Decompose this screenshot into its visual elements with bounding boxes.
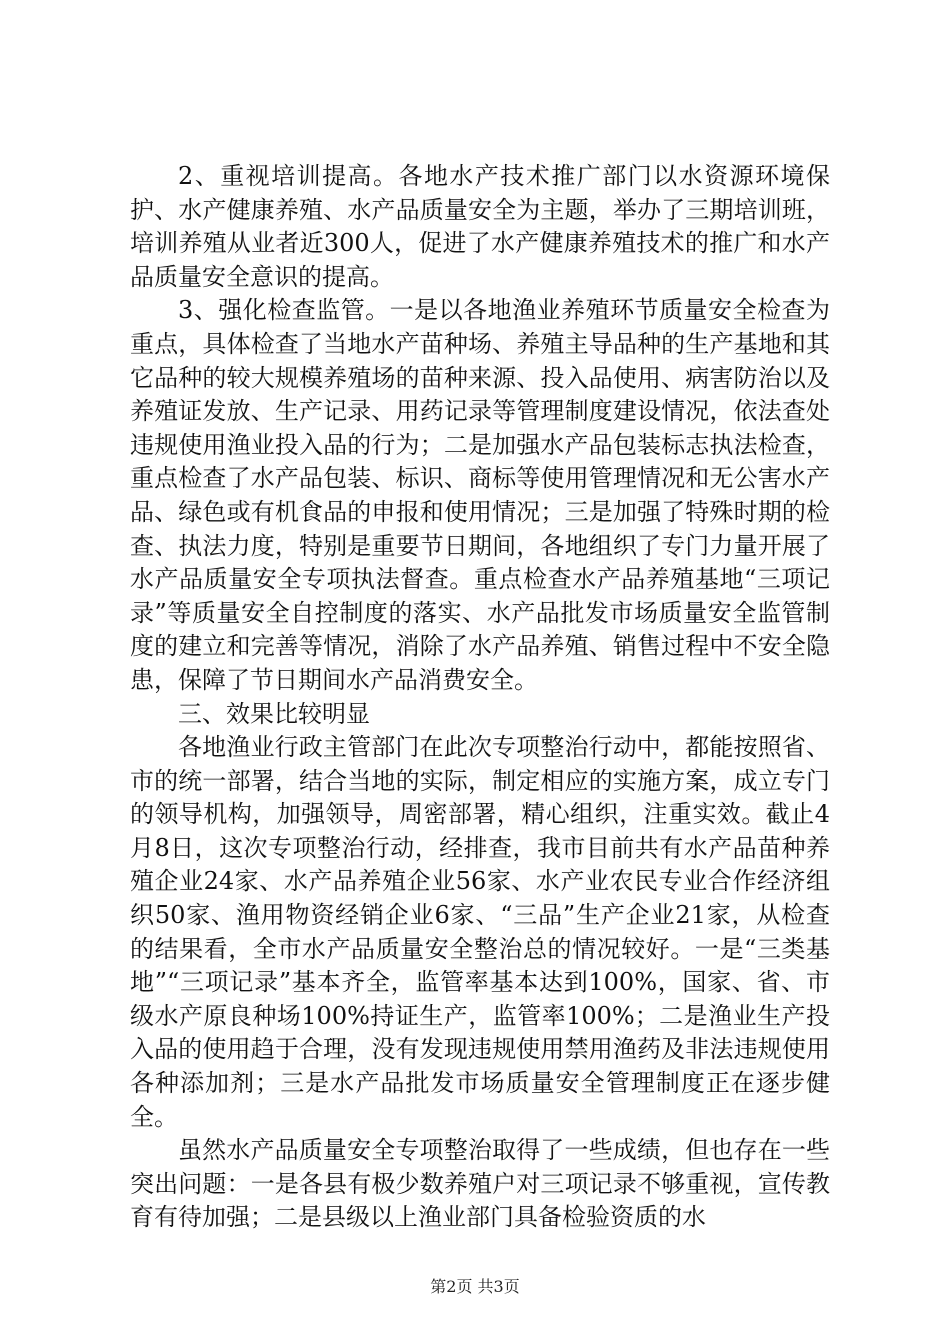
page-footer: 第2页 共3页 — [430, 1277, 520, 1296]
paragraph-problems: 虽然水产品质量安全专项整治取得了一些成绩，但也存在一些突出问题：一是各县有极少数养殖户对三项记录不够重视，宣传教育有待加强；二是县级以上渔业部门具备检验资质的水 — [130, 1136, 830, 1232]
paragraph-training: 2、重视培训提高。各地水产技术推广部门以水资源环境保护、水产健康养殖、水产品质量安全为主题，举办了三期培训班，培训养殖从业者近300人，促进了水产健康养殖技术的推广和水产品质量安全意识的提高。 — [130, 162, 830, 291]
paragraph-results: 各地渔业行政主管部门在此次专项整治行动中，都能按照省、市的统一部署，结合当地的实际，制定相应的实施方案，成立专门的领导机构，加强领导，周密部署，精心组织，注重实效。截止4月8日，这次专项整治行动，经排查，我市目前共有水产品苗种养殖企业24家、水产品养殖企业56家、水产业农民专业合作经济组织50家、渔用物资经销企业6家、“三品”生产企业21家，从检查的结果看，全市水产品质量安全整治总的情况较好。一是“三类基地”“三项记录”基本齐全，监管率基本达到100%，国家、省、市级水产原良种场100%持证生产，监管率100%；二是渔业生产投入品的使用趋于合理，没有发现违规使用禁用渔药及非法违规使用各种添加剂；三是水产品批发市场质量安全管理制度正在逐步健全。 — [130, 733, 830, 1131]
document-body — [130, 160, 830, 1235]
section-heading-results: 三、效果比较明显 — [178, 699, 370, 728]
paragraph-inspection: 3、强化检查监管。一是以各地渔业养殖环节质量安全检查为重点，具体检查了当地水产苗种场、养殖主导品种的生产基地和其它品种的较大规模养殖场的苗种来源、投入品使用、病害防治以及养殖证发放、生产记录、用药记录等管理制度建设情况，依法查处违规使用渔业投入品的行为；二是加强水产品包装标志执法检查，重点检查了水产品包装、标识、商标等使用管理情况和无公害水产品、绿色或有机食品的申报和使用情况；三是加强了特殊时期的检查、执法力度，特别是重要节日期间，各地组织了专门力量开展了水产品质量安全专项执法督查。重点检查水产品养殖基地“三项记录”等质量安全自控制度的落实、水产品批发市场质量安全监管制度的建立和完善等情况，消除了水产品养殖、销售过程中不安全隐患，保障了节日期间水产品消费安全。 — [130, 296, 830, 694]
